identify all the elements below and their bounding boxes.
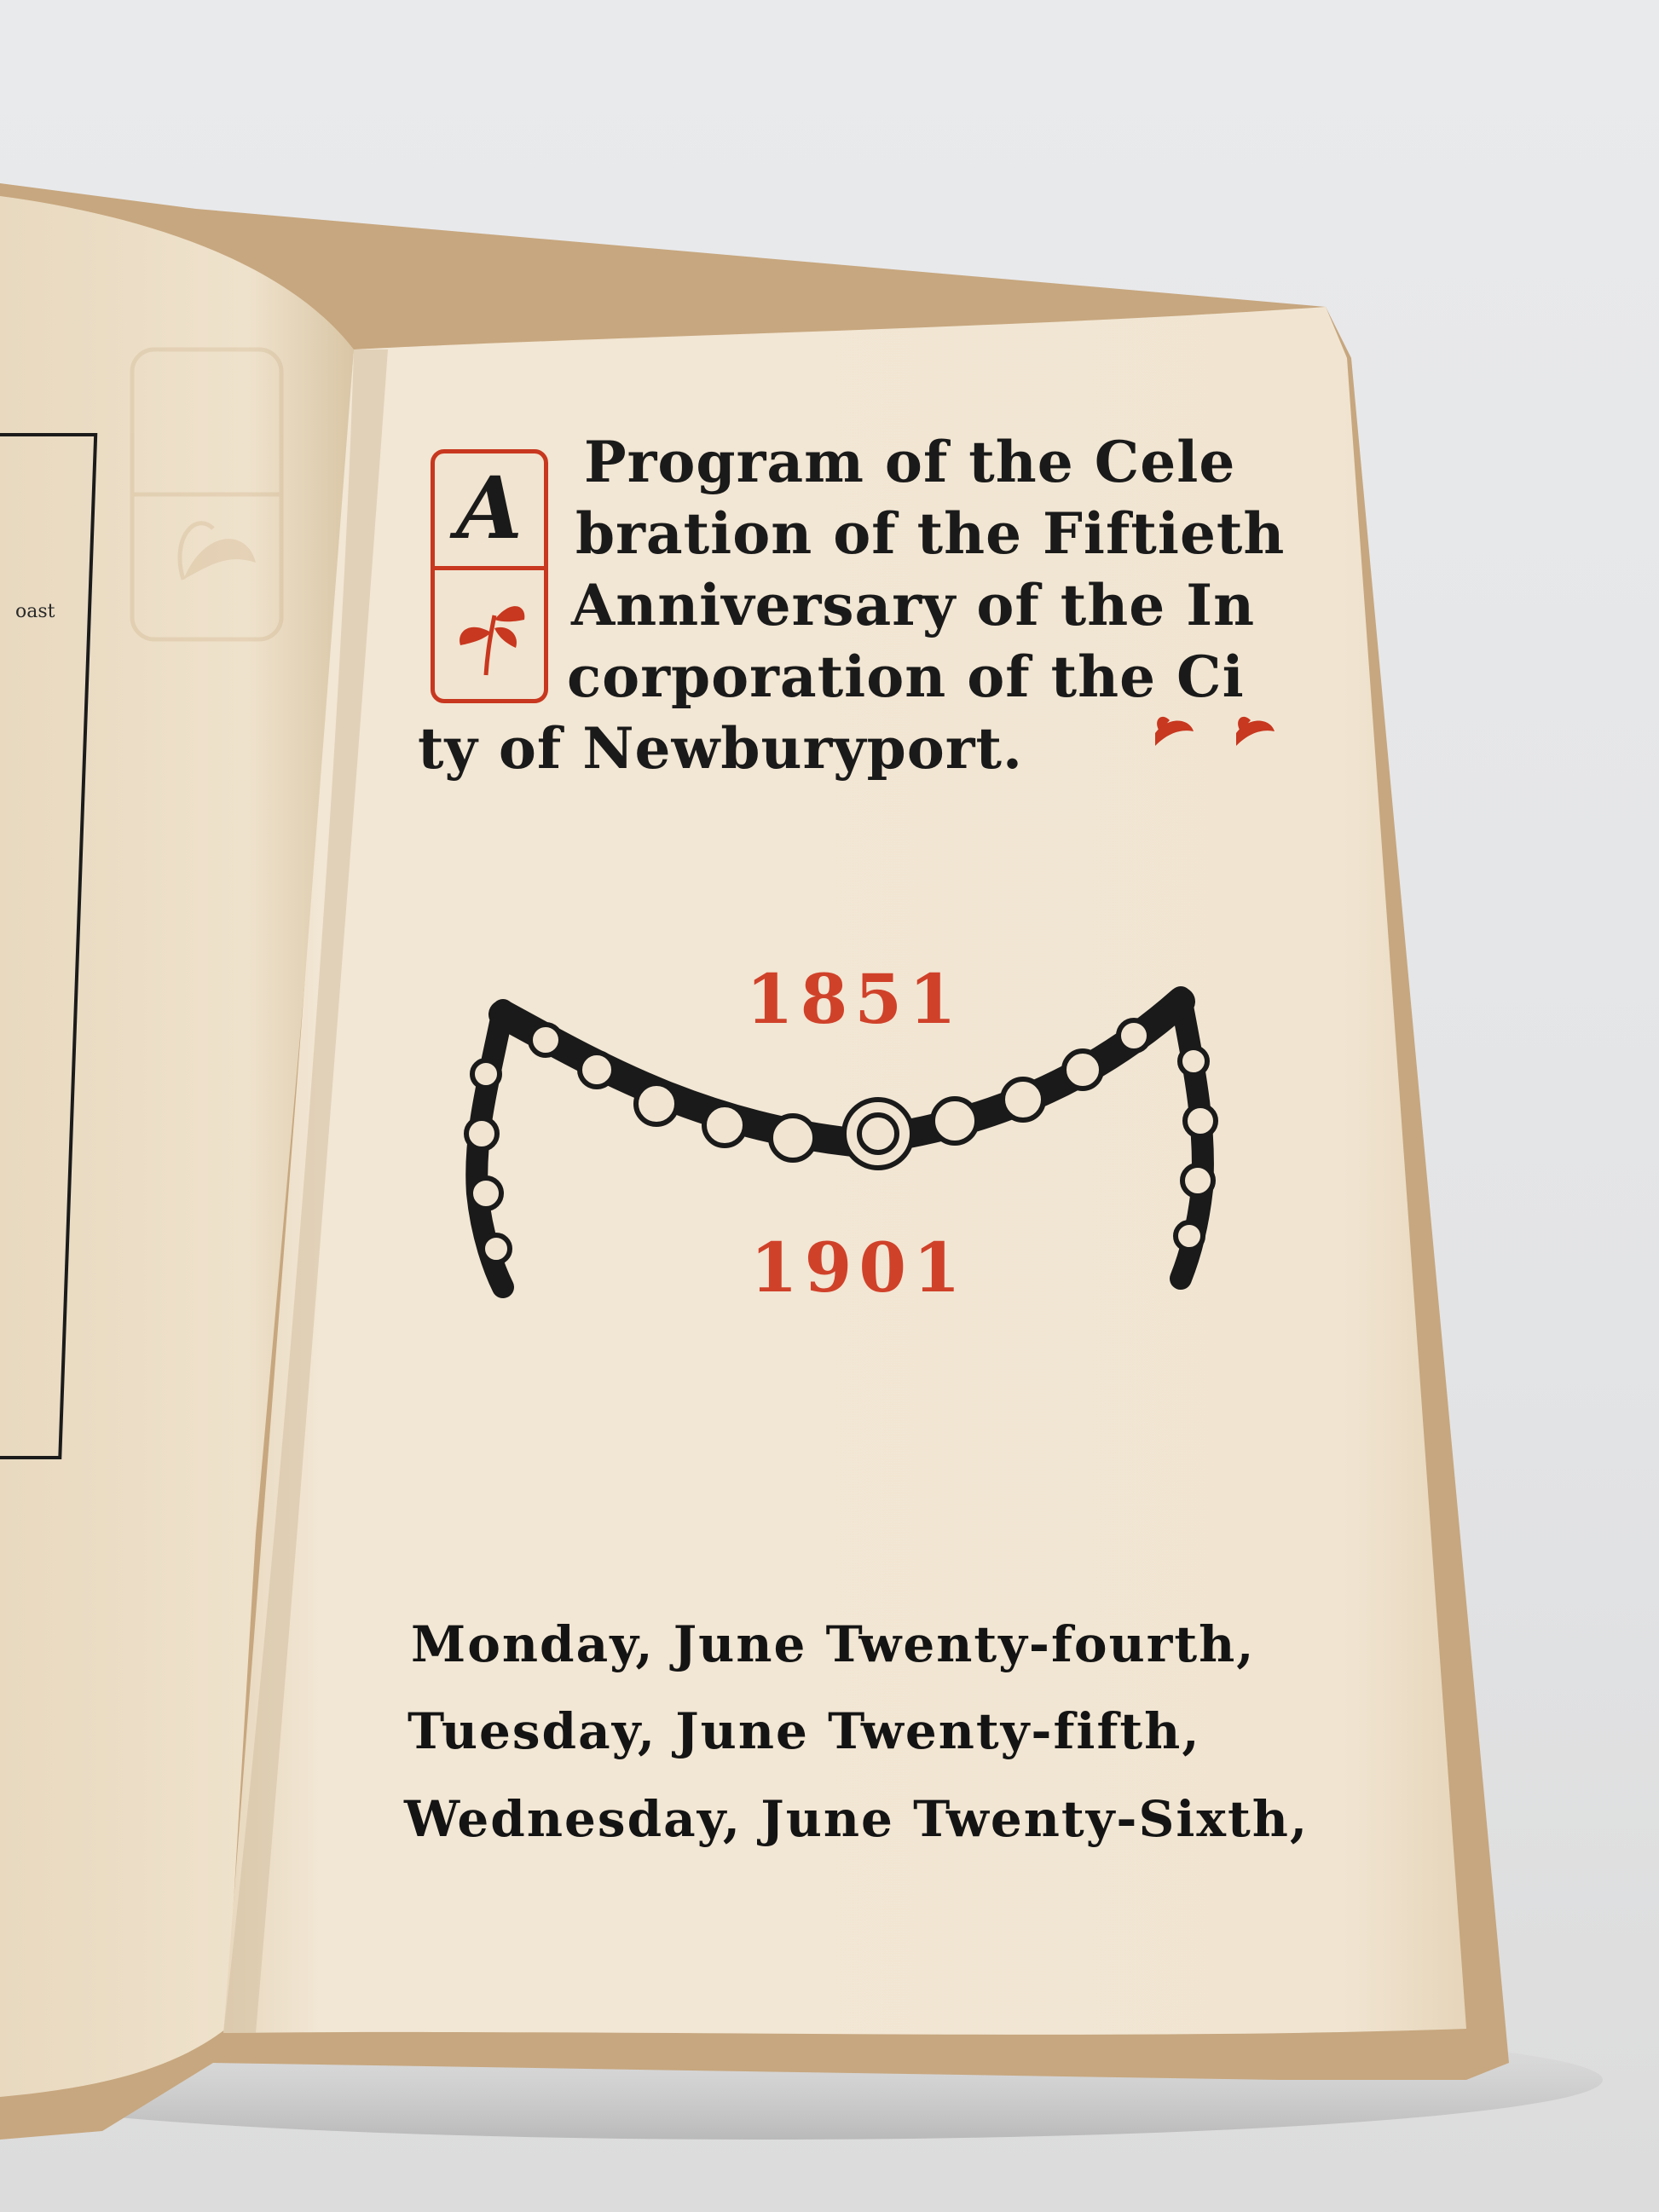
left-page-fragment: oast bbox=[15, 601, 55, 622]
leaf-sprig-icon bbox=[452, 581, 529, 684]
date-line-2: Tuesday, June Twenty-fifth, bbox=[408, 1702, 1201, 1760]
drop-cap-divider bbox=[435, 566, 544, 570]
year-start: 1851 bbox=[746, 959, 963, 1039]
date-line-1: Monday, June Twenty-fourth, bbox=[411, 1615, 1256, 1673]
title-line-4: corporation of the Ci bbox=[567, 644, 1245, 710]
year-end: 1901 bbox=[750, 1227, 968, 1308]
title-line-1: Program of the Cele bbox=[584, 429, 1236, 495]
title-line-2: bration of the Fiftieth bbox=[575, 500, 1286, 567]
title-line-5: ty of Newburyport. bbox=[418, 715, 1024, 782]
drop-cap-letter: A bbox=[456, 458, 523, 558]
drop-cap-box bbox=[431, 449, 548, 703]
title-line-3: Anniversary of the In bbox=[571, 572, 1256, 638]
date-line-3: Wednesday, June Twenty-Sixth, bbox=[404, 1790, 1309, 1848]
